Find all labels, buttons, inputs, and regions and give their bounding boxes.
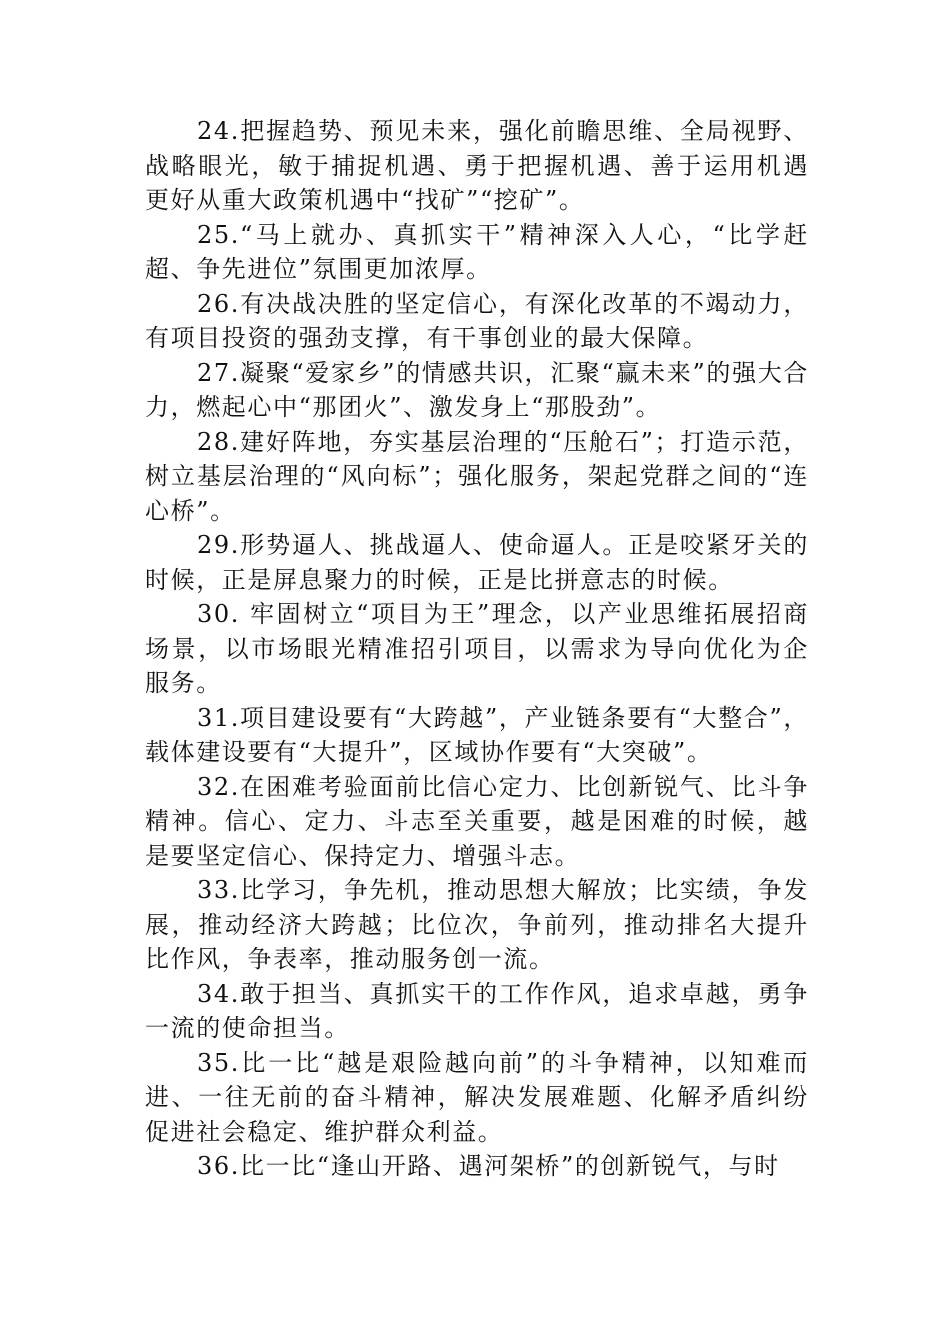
document-body bbox=[145, 114, 809, 1184]
paragraph-24: 24.把握趋势、预见未来，强化前瞻思维、全局视野、战略眼光，敏于捕捉机遇、勇于把握机遇、善于运用机遇更好从重大政策机遇中“找矿”“挖矿”。 bbox=[145, 117, 809, 214]
paragraph-26: 26.有决战决胜的坚定信心，有深化改革的不竭动力，有项目投资的强劲支撑，有干事创业的最大保障。 bbox=[145, 289, 809, 352]
paragraph-29: 29.形势逼人、挑战逼人、使命逼人。正是咬紧牙关的时候，正是屏息聚力的时候，正是比拼意志的时候。 bbox=[145, 531, 809, 594]
paragraph-27: 27.凝聚“爱家乡”的情感共识，汇聚“赢未来”的强大合力，燃起心中“那团火”、激发身上“那股劲”。 bbox=[145, 358, 809, 421]
paragraph-28: 28.建好阵地，夯实基层治理的“压舱石”；打造示范，树立基层治理的“风向标”；强化服务，架起党群之间的“连心桥”。 bbox=[145, 427, 809, 525]
paragraph-34: 34.敢于担当、真抓实干的工作作风，追求卓越，勇争一流的使命担当。 bbox=[145, 979, 809, 1042]
paragraph-31: 31.项目建设要有“大跨越”，产业链条要有“大整合”，载体建设要有“大提升”，区域协作要有“大突破”。 bbox=[145, 703, 809, 766]
paragraph-30: 30. 牢固树立“项目为王”理念，以产业思维拓展招商场景，以市场眼光精准招引项目，以需求为导向优化为企服务。 bbox=[145, 600, 809, 697]
paragraph-33: 33.比学习，争先机，推动思想大解放；比实绩，争发展，推动经济大跨越；比位次，争前列，推动排名大提升比作风，争表率，推动服务创一流。 bbox=[145, 876, 809, 973]
paragraph-35: 35.比一比“越是艰险越向前”的斗争精神，以知难而进、一往无前的奋斗精神，解决发展难题、化解矛盾纠纷促进社会稳定、维护群众利益。 bbox=[145, 1048, 809, 1146]
paragraph-36: 36.比一比“逢山开路、遇河架桥”的创新锐气，与时 bbox=[197, 1152, 780, 1180]
paragraph-32: 32.在困难考验面前比信心定力、比创新锐气、比斗争精神。信心、定力、斗志至关重要，越是困难的时候，越是要坚定信心、保持定力、增强斗志。 bbox=[145, 772, 809, 870]
paragraph-25: 25.“马上就办、真抓实干”精神深入人心，“比学赶超、争先进位”氛围更加浓厚。 bbox=[145, 220, 809, 283]
